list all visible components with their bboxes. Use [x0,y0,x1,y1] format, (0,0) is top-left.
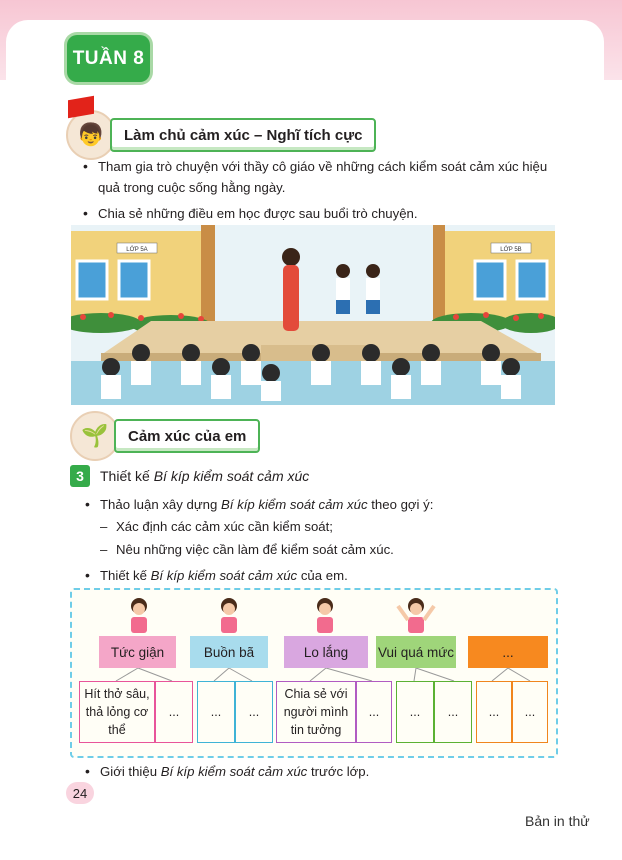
bullet-2: • Chia sẻ những điều em học được sau buổi trò chuyện. [83,205,418,221]
bullet-1: • Tham gia trò chuyện với thầy cô giáo về những cách kiểm soát cảm xúc hiệu quả trong cuộc sống hằng ngày. [83,158,548,195]
activity-title: Thiết kế Bí kíp kiểm soát cảm xúc [100,468,310,484]
emotion-angry-box: Tức giận [99,636,176,668]
section2-title: Cảm xúc của em [114,419,260,453]
emotion-other-box: ... [468,636,548,668]
emotion-overjoyed-box: Vui quá mức [376,636,456,668]
activity-number: 3 [70,465,90,487]
girl-excited-figure [394,596,438,641]
tip-worried-1: Chia sẻ với người mình tin tưởng [276,681,356,743]
tip-sad-1: ... [197,681,235,743]
tip-angry-2: ... [155,681,193,743]
activity-bullet-2: • Thiết kế Bí kíp kiểm soát cảm xúc của em. [85,567,348,583]
tip-other-1: ... [476,681,512,743]
tip-sad-2: ... [235,681,273,743]
week-badge: TUẦN 8 [67,35,150,82]
activity-dash-2: – Nêu những việc cần làm để kiểm soát cảm xúc. [100,542,394,557]
class-sign-5b: LỚP 5B [500,247,522,253]
emotion-sad-box: Buồn bã [190,636,268,668]
tip-overjoyed-2: ... [434,681,472,743]
tip-overjoyed-1: ... [396,681,434,743]
tip-other-2: ... [512,681,548,743]
draft-footer: Bản in thử [525,813,590,829]
students-icon: 👦 [66,110,116,160]
tip-worried-2: ... [356,681,392,743]
activity-bullet-3: • Giới thiệu Bí kíp kiểm soát cảm xúc trước lớp. [85,763,370,779]
section1-title: Làm chủ cảm xúc – Nghĩ tích cực [110,118,376,152]
tip-angry-1: Hít thở sâu, thả lỏng cơ thể [79,681,155,743]
activity-bullet-1: • Thảo luận xây dựng Bí kíp kiểm soát cảm xúc theo gợi ý: [85,496,434,512]
page-number: 24 [66,782,94,804]
girl-worried-figure [308,596,342,641]
activity-dash-1: – Xác định các cảm xúc cần kiểm soát; [100,519,333,534]
girl-sad-figure [212,596,246,641]
emotion-worried-box: Lo lắng [284,636,368,668]
class-sign-5a: LỚP 5A [126,247,148,253]
girl-angry-figure [122,596,156,641]
girl-plant-icon: 🌱 [70,411,120,461]
